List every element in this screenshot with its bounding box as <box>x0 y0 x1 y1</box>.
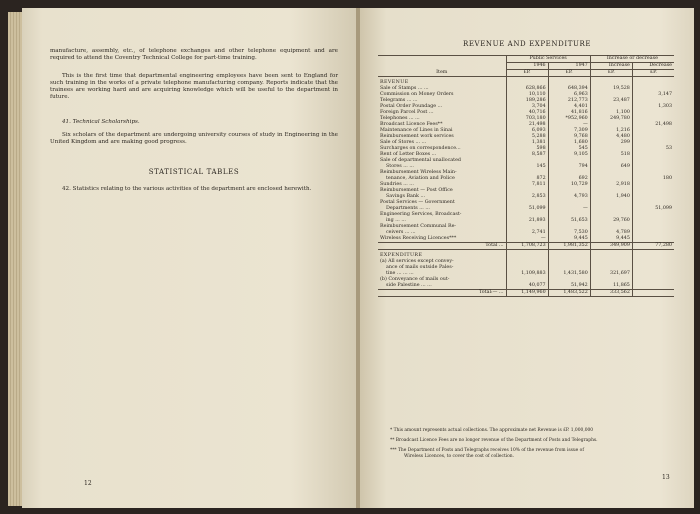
cell-y47: 212,773 <box>548 98 590 104</box>
cell-dec: 53 <box>632 146 674 152</box>
cell-y46: 1,109,883 <box>506 271 548 277</box>
cell-y46: 1,381 <box>506 140 548 146</box>
cell-item: Wireless Receiving Licences*** <box>380 236 457 241</box>
cell-inc: 29,760 <box>590 218 632 224</box>
cell-dec: 1,303 <box>632 104 674 110</box>
footnote: Wireless Licences, to cover the cost of collection. <box>404 454 514 459</box>
cell-inc: 1,100 <box>590 110 632 116</box>
cell-item: Telegrams ... ... <box>380 98 418 103</box>
cell-y47: 1,981,352 <box>548 243 590 250</box>
cell-item: Engineering Services, Broadcast- <box>380 212 462 217</box>
header-increase: Increase <box>590 63 632 70</box>
cell-dec: 51,099 <box>632 206 674 212</box>
left-para-4: 42. Statistics relating to the various activities of the department are enclosed herewith. <box>62 186 312 192</box>
statistical-tables-heading: STATISTICAL TABLES <box>148 168 240 176</box>
cell-item: Stores ... ... <box>386 164 414 169</box>
cell-item: Sale of Stores ... ... <box>380 140 427 145</box>
left-para-1: manufacture, assembly, etc., of telephone exchanges and other telephone equipment and are required to attend the Coventry Technical College for part-time training. <box>50 48 338 61</box>
cell-y46: 40,077 <box>506 283 548 290</box>
page-edges <box>8 12 22 506</box>
left-page-number: 12 <box>84 480 92 487</box>
cell-dec: 21,498 <box>632 122 674 128</box>
cell-item: Postal Services — Government <box>380 200 455 205</box>
unit-3: £P. <box>590 70 632 77</box>
cell-item: Maintenance of Lines in Sinai <box>380 128 453 133</box>
cell-y46: 5,288 <box>506 134 548 140</box>
open-book <box>22 8 694 508</box>
cell-y46: 2,741 <box>506 230 548 236</box>
cell-item: Reimbursement Communal Re- <box>380 224 457 229</box>
cell-inc: 518 <box>590 152 632 158</box>
cell-inc: 9,445 <box>590 236 632 243</box>
footnote: * This amount represents actual collections. The approximate net Revenue is £P. 1,000,000 <box>390 428 594 433</box>
cell-y46: 1,708,723 <box>506 243 548 250</box>
revenue-label: REVENUE <box>380 80 409 85</box>
cell-inc: 649 <box>590 164 632 170</box>
cell-item: tenance, Aviation and Police <box>386 176 455 181</box>
heading-technical-scholarships: 41. Technical Scholarships. <box>62 119 140 125</box>
cell-item: tine ... ... ... <box>386 271 414 276</box>
cell-item: ing ... ... <box>386 218 406 223</box>
cell-item: Total ... <box>485 243 504 248</box>
cell-item: Sale of Stamps ... ... <box>380 86 429 91</box>
cell-item: Sundries ... ... <box>380 182 414 187</box>
cell-y46: 1,149,960 <box>506 290 548 297</box>
cell-y47: 51,653 <box>548 218 590 224</box>
cell-item: Reimbursement Wireless Main- <box>380 170 457 175</box>
expenditure-label-row <box>378 250 674 260</box>
revenue-table-body <box>378 77 674 297</box>
cell-item: Reimbursement work services <box>380 134 454 139</box>
cell-y46: 8,587 <box>506 152 548 158</box>
cell-y46: 21,498 <box>506 122 548 128</box>
cell-y47: 7,309 <box>548 128 590 134</box>
cell-item: Surcharges on correspondence... <box>380 146 461 151</box>
footnote: *** The Department of Posts and Telegraphs receives 10% of the revenue from issue of <box>390 448 584 453</box>
cell-y46: — <box>506 236 548 243</box>
cell-y46: 3,704 <box>506 104 548 110</box>
cell-inc: 299 <box>590 140 632 146</box>
cell-item: Sale of departmental unallocated <box>380 158 461 163</box>
cell-inc: 1,940 <box>590 194 632 200</box>
cell-inc: 333,562 <box>590 290 632 297</box>
cell-y47: 51,942 <box>548 283 590 290</box>
cell-y47: 9,445 <box>548 236 590 243</box>
cell-item: (b) Conveyance of mails out- <box>380 277 450 282</box>
cell-item: Rent of Letter Boxes ... <box>380 152 437 157</box>
cell-y47: 1,431,580 <box>548 271 590 277</box>
header-decrease: Decrease <box>632 63 674 70</box>
cell-y47: 1,483,522 <box>548 290 590 297</box>
cell-inc: 19,528 <box>590 86 632 92</box>
cell-y46: 189,286 <box>506 98 548 104</box>
cell-item: Postal Order Poundage ... <box>380 104 443 109</box>
cell-y47: 10,729 <box>548 182 590 188</box>
header-public-services: Public Services <box>506 56 590 63</box>
cell-item: Departments ... ... <box>386 206 430 211</box>
unit-2: £P. <box>548 70 590 77</box>
header-increase-decrease: Increase or decrease <box>590 56 674 63</box>
header-item: Item <box>378 56 506 77</box>
cell-inc: 2,918 <box>590 182 632 188</box>
cell-inc: 1,216 <box>590 128 632 134</box>
cell-inc: 321,697 <box>590 271 632 277</box>
cell-y47: 648,394 <box>548 86 590 92</box>
footnote: ** Broadcast Licence Fees are no longer revenue of the Department of Posts and Telegraphs. <box>390 438 598 443</box>
cell-inc: 4,480 <box>590 134 632 140</box>
cell-item: Total:— ... <box>478 290 504 295</box>
cell-item: Savings Bank ... <box>386 194 426 199</box>
cell-inc: 11,865 <box>590 283 632 290</box>
left-para-3: Six scholars of the department are undergoing university courses of study in Engineering in the United Kingdom and are making good progress. <box>50 132 338 145</box>
cell-y46: 628,866 <box>506 86 548 92</box>
cell-y47: 9,768 <box>548 134 590 140</box>
unit-4: £P. <box>632 70 674 77</box>
cell-item: (a) All services except convey- <box>380 259 454 264</box>
expenditure-total-row <box>378 290 674 297</box>
left-para-2: This is the first time that departmental engineering employees have been sent to England for such training in the works of a private telephone manufacturing company. Reports indicate that the trainees are working hard and are acquiring knowledge which will be useful to the department in future. <box>50 73 338 100</box>
cell-y47: 6,963 <box>548 92 590 98</box>
unit-1: £P. <box>506 70 548 77</box>
left-page <box>22 8 358 508</box>
cell-item: ance of mails outside Pales- <box>386 265 454 270</box>
cell-y47: 794 <box>548 164 590 170</box>
cell-dec: 180 <box>632 176 674 182</box>
cell-y46: 10,110 <box>506 92 548 98</box>
cell-y46: 6,093 <box>506 128 548 134</box>
cell-y46: 51,099 <box>506 206 548 212</box>
revenue-expenditure-title: REVENUE AND EXPENDITURE <box>462 40 592 48</box>
cell-y46: 2,853 <box>506 194 548 200</box>
cell-y46: 21,893 <box>506 218 548 224</box>
cell-inc: 249,780 <box>590 116 632 122</box>
cell-y46: 40,716 <box>506 110 548 116</box>
cell-y46: 598 <box>506 146 548 152</box>
right-page-number: 13 <box>662 474 670 481</box>
cell-item: Telephones ... ... <box>380 116 420 121</box>
cell-y46: 703,180 <box>506 116 548 122</box>
expenditure-label: EXPENDITURE <box>380 253 423 258</box>
cell-inc: 349,909 <box>590 243 632 250</box>
cell-y46: 872 <box>506 176 548 182</box>
cell-dec <box>632 290 674 297</box>
cell-y47: 4,401 <box>548 104 590 110</box>
cell-dec: 77,280 <box>632 243 674 250</box>
cell-item: Broadcast Licence Fees** <box>380 122 443 127</box>
cell-y47: 545 <box>548 146 590 152</box>
cell-y47: 9,105 <box>548 152 590 158</box>
cell-y47: 1,680 <box>548 140 590 146</box>
revenue-table <box>378 55 674 297</box>
header-1947: 1947 <box>548 63 590 70</box>
cell-y47: — <box>548 206 590 212</box>
header-1946: 1946 <box>506 63 548 70</box>
cell-inc: 23,487 <box>590 98 632 104</box>
cell-item: side Palestine ... ... <box>386 283 432 288</box>
cell-y46: 145 <box>506 164 548 170</box>
cell-dec: 3,147 <box>632 92 674 98</box>
right-page <box>360 8 694 508</box>
cell-item: Foreign Parcel Post ... <box>380 110 434 115</box>
cell-y47: 41,816 <box>548 110 590 116</box>
cell-y47: 7,530 <box>548 230 590 236</box>
cell-item: Commission on Money Orders <box>380 92 454 97</box>
cell-inc: 4,789 <box>590 230 632 236</box>
cell-item: Reimbursement — Post Office <box>380 188 453 193</box>
cell-y47: *952,960 <box>548 116 590 122</box>
cell-item: ceivers ... ... <box>386 230 416 235</box>
cell-y47: — <box>548 122 590 128</box>
cell-y47: 4,793 <box>548 194 590 200</box>
revenue-total-row <box>378 243 674 250</box>
cell-y47: 692 <box>548 176 590 182</box>
cell-y46: 7,811 <box>506 182 548 188</box>
